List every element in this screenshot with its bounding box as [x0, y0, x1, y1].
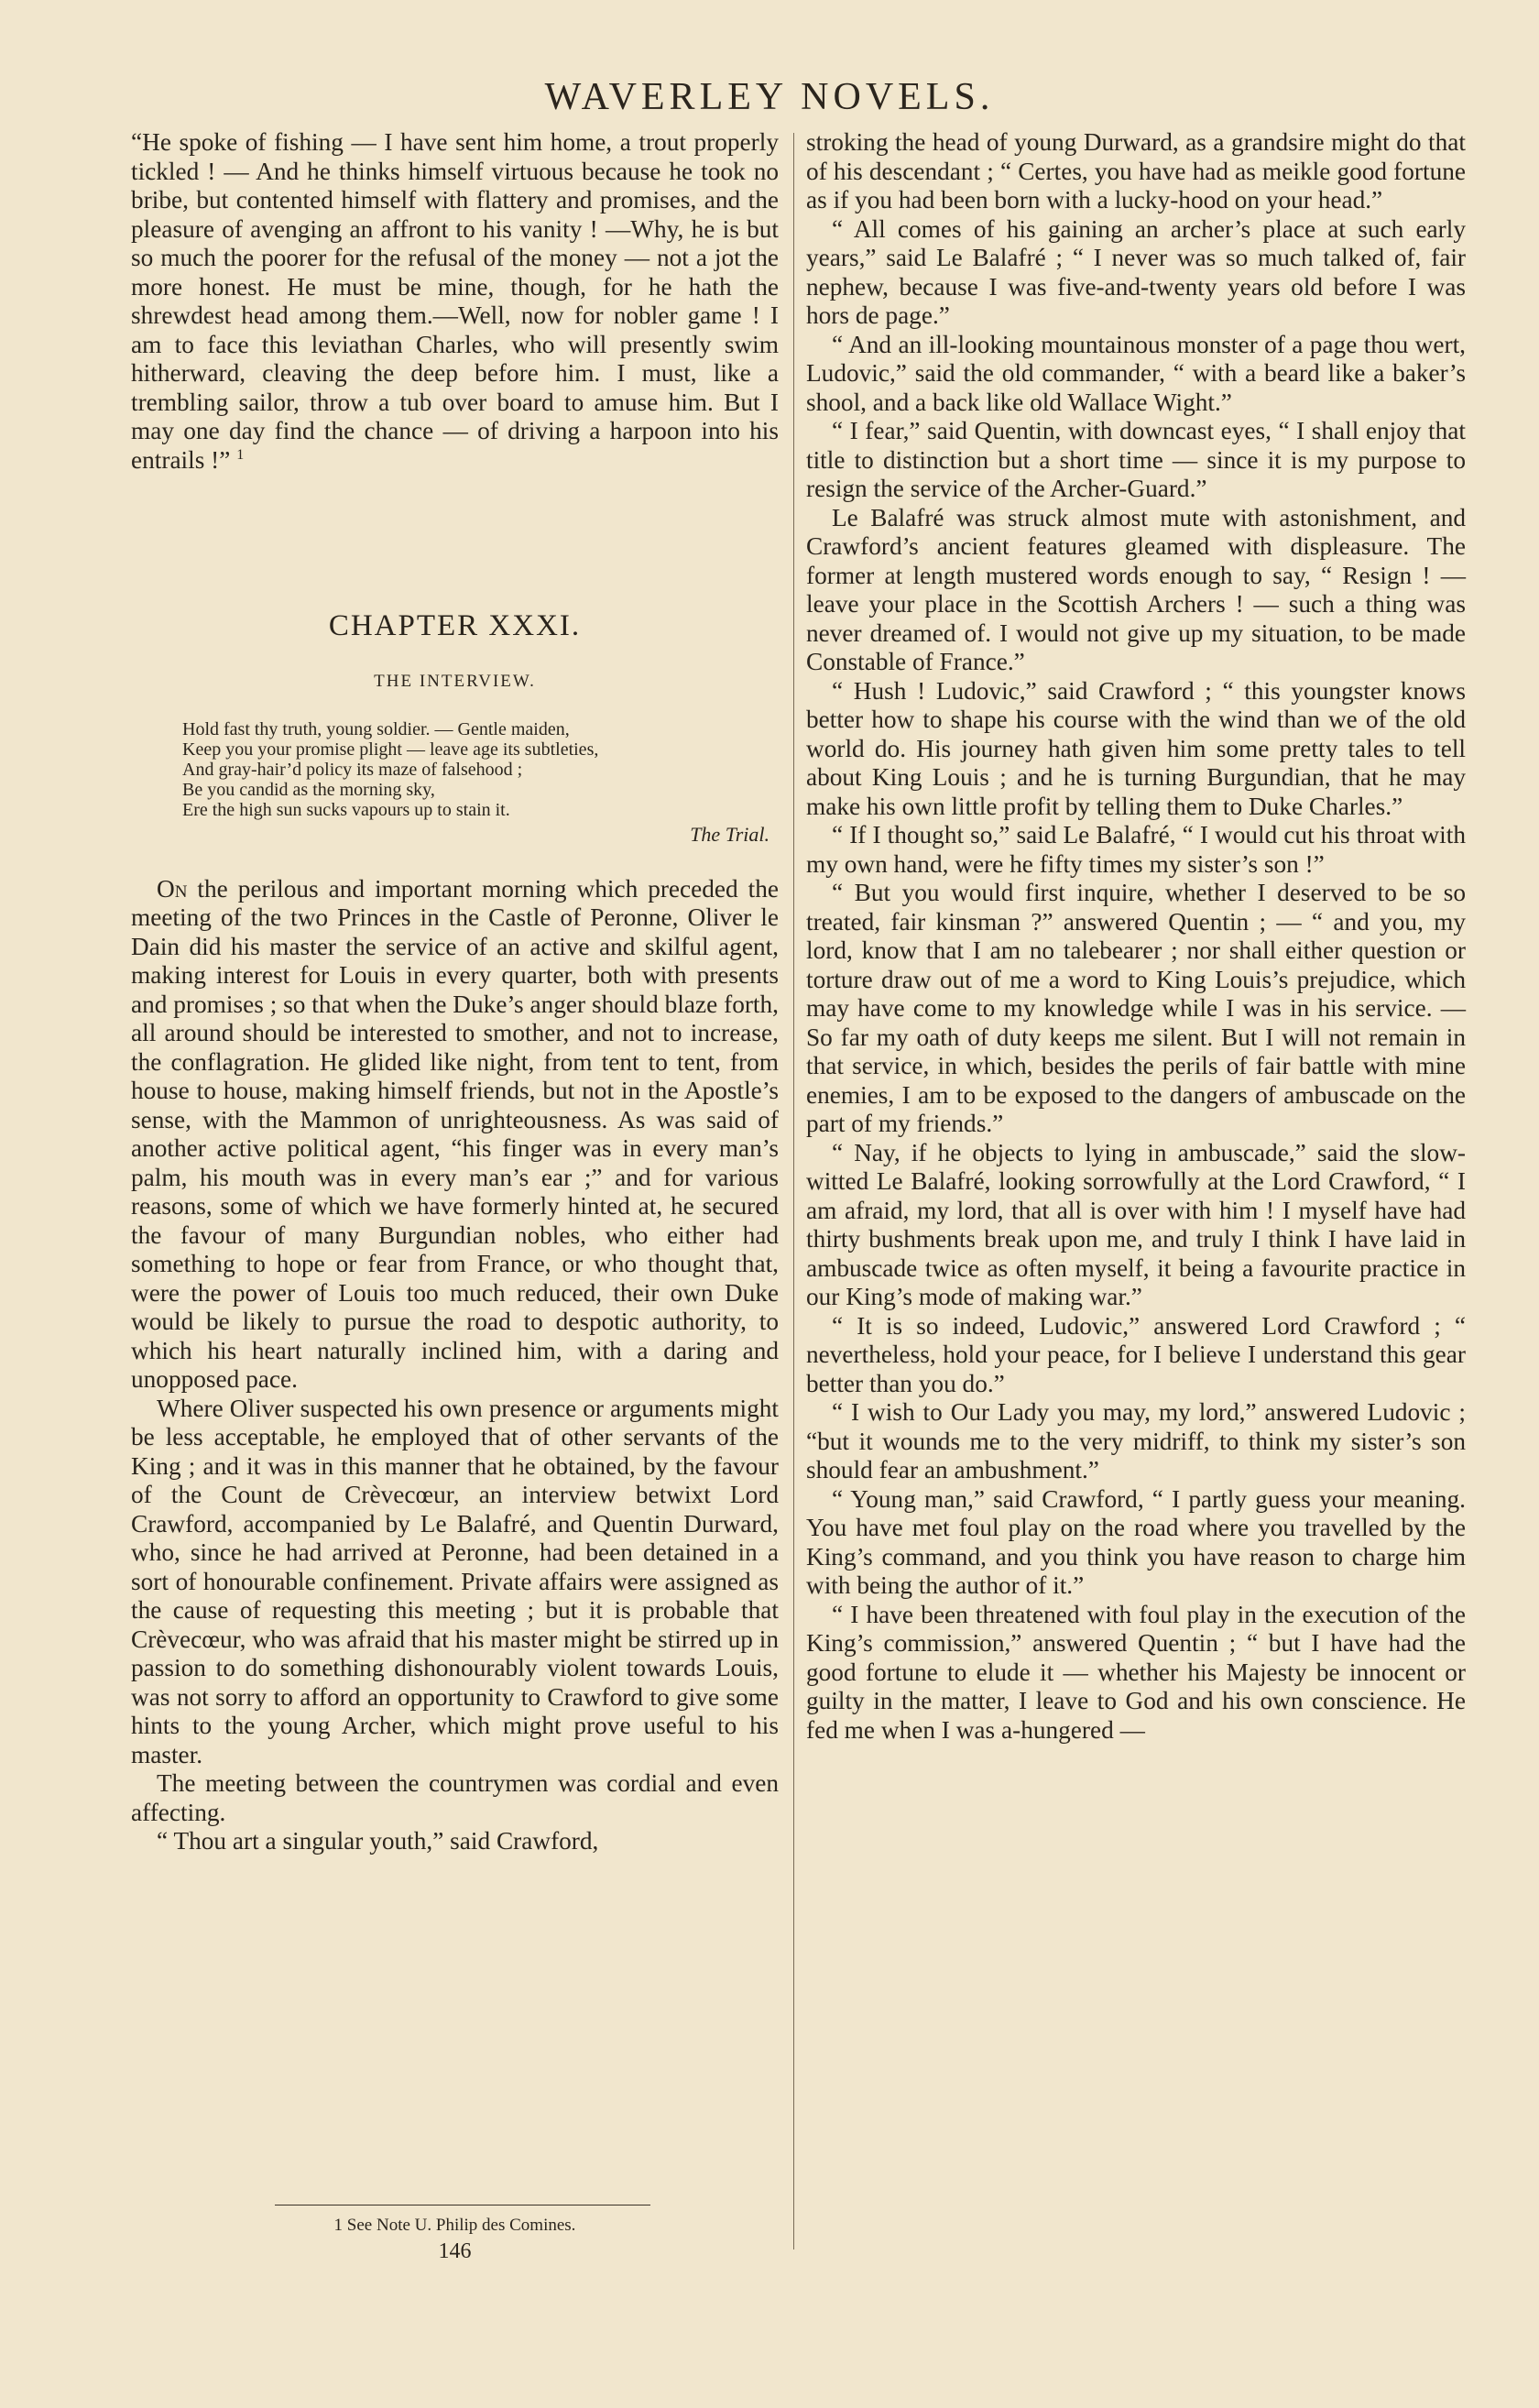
right-paragraph: stroking the head of young Durward, as a grandsire might do that of his descendant ; “ Certes, you have had as meikle good fortune as if you had been born with a lucky-hood on your head.”	[806, 128, 1466, 213]
right-paragraph: “ Young man,” said Crawford, “ I partly guess your meaning. You have met foul play on the road where you travelled by the King’s command, and you think you have reason to charge him with being the author of it.”	[806, 1484, 1466, 1599]
epigraph	[131, 719, 779, 820]
right-paragraph: “ Nay, if he objects to lying in ambuscade,” said the slow-witted Le Balafré, looking sorrowfully at the Lord Crawford, “ I am afraid, my lord, that all is over with him ! I myself have had thirty bushments break upon me, and truly I think I have laid in ambuscade twice as often myself, it being a favourite practice in our King’s mode of making war.”	[806, 1138, 1466, 1310]
right-paragraph: “ And an ill-looking mountainous monster of a page thou wert, Ludovic,” said the old commander, “ with a beard like a baker’s shool, and a back like old Wallace Wight.”	[806, 330, 1466, 416]
page-number: 146	[438, 2239, 472, 2263]
epigraph-line: Ere the high sun sucks vapours up to stain it.	[182, 800, 510, 820]
right-paragraph: “ Hush ! Ludovic,” said Crawford ; “ this youngster knows better how to shape his course with the wind than we of the old world do. His journey hath given him some pretty tales to tell about King Louis ; and he is turning Burgundian, that he may make his own little profit by telling them to Duke Charles.”	[806, 676, 1466, 820]
right-paragraph: “ If I thought so,” said Le Balafré, “ I would cut his throat with my own hand, were he fifty times my sister’s son !”	[806, 821, 1466, 878]
opening-paragraph-text: “He spoke of fishing — I have sent him home, a trout properly tickled ! — And he thinks himself virtuous because he took no bribe, but contented himself with flattery and promises, and the pleasure of avenging an affront to his vanity ! —Why, he is but so much the poorer for the refusal of the money — not a jot the more honest. He must be mine, though, for he hath the shrewdest head among them.—Well, now for nobler game ! I am to face this leviathan Charles, who will presently swim hitherward, cleaving the deep before him. I must, like a trembling sailor, throw a tub over board to amuse him. But I may one day find the chance — of driving a harpoon into his entrails !”	[131, 128, 779, 474]
right-paragraph: “ All comes of his gaining an archer’s place at such early years,” said Le Balafré ; “ I never was so much talked of, fair nephew, because I was five-and-twenty years old before I was hors de page.”	[806, 214, 1466, 329]
paragraph-text: the perilous and important morning which preceded the meeting of the two Princes in the Castle of Peronne, Oliver le Dain did his master the service of an active and skilful agent, making interest for Louis in every quarter, both with presents and promises ; so that when the Duke’s anger should blaze forth, all around should be interested to smother, and not to increase, the conflagration. He glided like night, from tent to tent, from house to house, making himself friends, but not in the Apostle’s sense, with the Mammon of unrighteousness. As was said of another active political agent, “his finger was in every man’s palm, his mouth was in every man’s ear ;” and for various reasons, some of which we have formerly hinted at, he secured the favour of many Burgundian nobles, who either had something to hope or fear from France, or who thought that, were the power of Louis too much reduced, their own Duke would be likely to pursue the road to despotic authority, to which his heart naturally inclined him, with a daring and unopposed pace.	[131, 874, 779, 1393]
chapter-paragraph: The meeting between the countrymen was cordial and even affecting.	[131, 1769, 779, 1826]
epigraph-line: Be you candid as the morning sky,	[182, 780, 435, 800]
right-paragraph: Le Balafré was struck almost mute with astonishment, and Crawford’s ancient features gleamed with displeasure. The former at length mustered words enough to say, “ Resign ! — leave your place in the Scottish Archers ! — such a thing was never dreamed of. I would not give up my situation, to be made Constable of France.”	[806, 503, 1466, 675]
chapter-paragraph	[131, 875, 779, 1395]
right-paragraph: “ It is so indeed, Ludovic,” answered Lord Crawford ; “ nevertheless, hold your peace, for I believe I understand this gear better than you do.”	[806, 1311, 1466, 1397]
chapter-paragraph: “ Thou art a singular youth,” said Crawford,	[157, 1827, 599, 1855]
right-paragraph: “ I fear,” said Quentin, with downcast eyes, “ I shall enjoy that title to distinction but a short time — since it is my purpose to resign the service of the Archer-Guard.”	[806, 417, 1466, 502]
epigraph-line: And gray-hair’d policy its maze of falsehood ;	[182, 760, 523, 780]
column-divider	[793, 133, 794, 2249]
epigraph-source: The Trial.	[690, 823, 770, 846]
epigraph-line: Hold fast thy truth, young soldier. — Gentle maiden,	[182, 719, 570, 739]
right-paragraph: “ I wish to Our Lady you may, my lord,” answered Ludovic ; “but it wounds me to the very midriff, to think my sister’s son should fear an ambushment.”	[806, 1398, 1466, 1483]
right-paragraph: “ I have been threatened with foul play in the execution of the King’s commission,” answered Quentin ; “ but I have had the good fortune to elude it — whether his Majesty be innocent or guilty in the matter, I leave to God and his own conscience. He fed me when I was a-hungered —	[806, 1600, 1466, 1744]
right-column	[806, 128, 1466, 1745]
chapter-paragraph: Where Oliver suspected his own presence or arguments might be less acceptable, he employed that of other servants of the King ; and it was in this manner that he obtained, by the favour of the Count de Crèvecœur, an interview betwixt Lord Crawford, accompanied by Le Balafré, and Quentin Durward, who, since he had arrived at Peronne, had been detained in a sort of honourable confinement. Private affairs were assigned as the cause of requesting this meeting ; but it is probable that Crèvecœur, who was afraid that his master might be stirred up in passion to do something dishonourably violent towards Louis, was not sorry to afford an opportunity to Crawford to give some hints to the young Archer, which might prove useful to his master.	[131, 1394, 779, 1768]
right-paragraph: “ But you would first inquire, whether I deserved to be so treated, fair kinsman ?” answered Quentin ; — “ and you, my lord, know that I am no talebearer ; nor shall either question or torture draw out of me a word to King Louis’s prejudice, which may have come to my knowledge while I was in his service. — So far my oath of duty keeps me silent. But I will not remain in that service, in which, besides the perils of fair battle with mine enemies, I am to be exposed to the dangers of ambuscade on the part of my friends.”	[806, 879, 1466, 1137]
left-column	[131, 128, 779, 1856]
opening-paragraph	[131, 128, 779, 475]
chapter-subtitle: THE INTERVIEW.	[374, 671, 536, 691]
running-head: WAVERLEY NOVELS.	[544, 76, 995, 118]
footnote-reference: 1	[236, 446, 245, 463]
chapter-title: CHAPTER XXXI.	[328, 609, 582, 642]
epigraph-line: Keep you your promise plight — leave age its subtleties,	[182, 739, 599, 760]
drop-word: On	[157, 874, 188, 903]
footnote-rule	[275, 2205, 650, 2206]
footnote: 1 See Note U. Philip des Comines.	[333, 2216, 576, 2235]
